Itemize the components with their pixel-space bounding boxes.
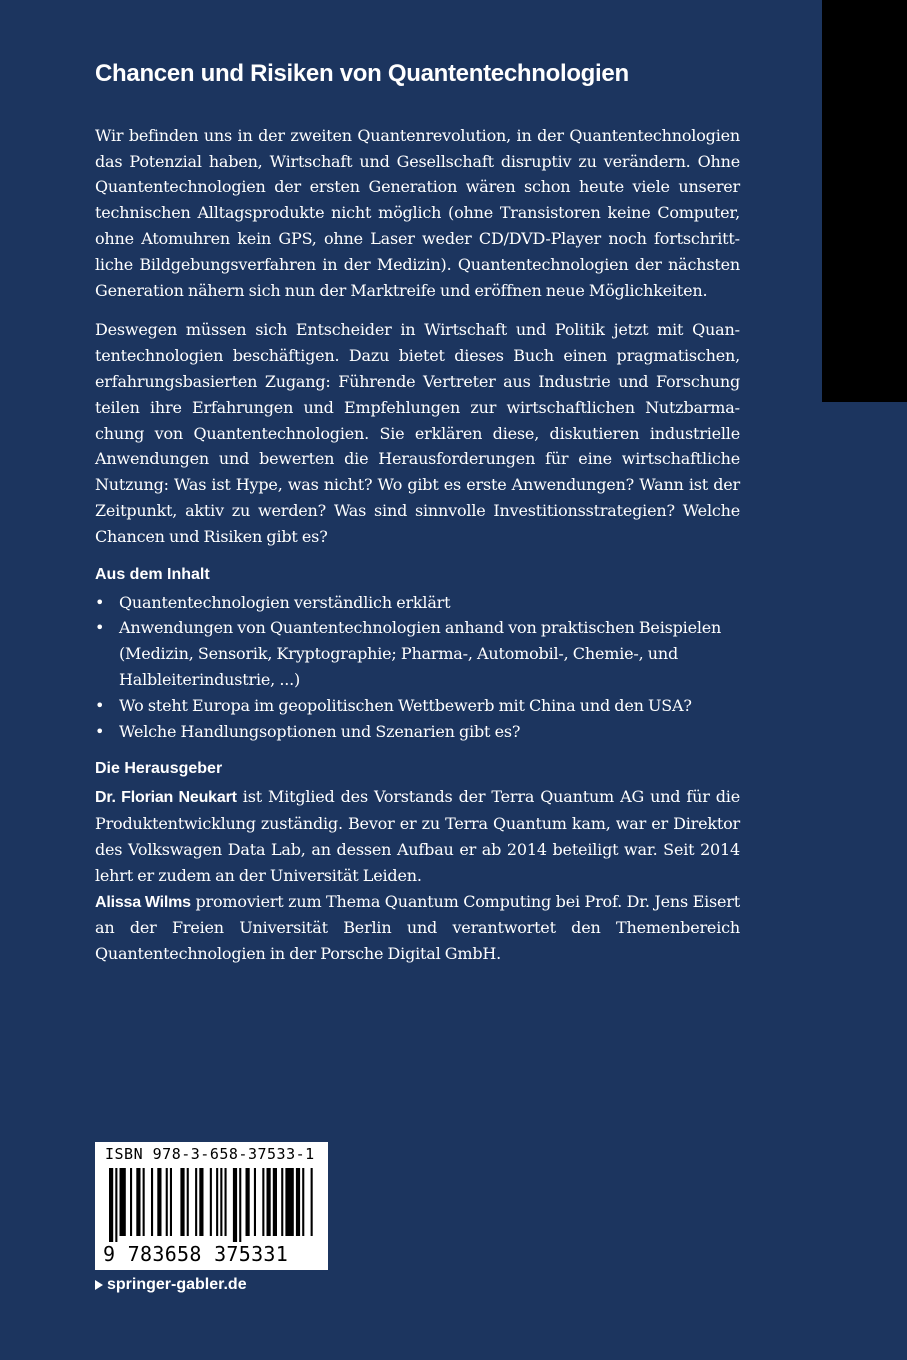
intro-paragraph-2: Deswegen müssen sich Entscheider in Wirtschaft und Politik jetzt mit Quantentechnologien beschäftigen. Dazu bietet dieses Buch einen pragmatischen, erfahrungsbasierten Zugang: Führende Vertreter aus Industrie und Forschung teilen ihre Erfahrungen und Empfehlungen zur wirtschaftlichen Nutzbarmachung von Quantentechnologien. Sie erklären diese, diskutieren industrielle Anwendungen und bewerten die Herausforderungen für eine wirtschaftliche Nutzung: Was ist Hype, was nicht? Wo gibt es erste Anwendungen? Wann ist der Zeitpunkt, aktiv zu werden? Was sind sinnvolle Investitionsstrategien? Welche Chancen und Risiken gibt es?: [95, 320, 740, 546]
list-item: • Anwendungen von Quantentechnologien anhand von praktischen Beispielen (Medizin, Sensorik, Kryptographie; Pharma-, Automobil-, Chemie-, und Halbleiterindustrie, ...): [95, 615, 740, 692]
barcode-bar: [136, 1168, 140, 1236]
barcode-bar: [120, 1168, 126, 1236]
corner-black-block: [822, 0, 907, 402]
barcode-bar: [302, 1168, 304, 1236]
barcode-bar: [220, 1168, 222, 1236]
contents-list: [95, 590, 740, 745]
editor-name: Alissa Wilms: [95, 893, 191, 911]
isbn-label: ISBN 978-3-658-37533-1: [105, 1145, 315, 1163]
isbn-barcode: [95, 1142, 328, 1270]
barcode-bar: [254, 1168, 256, 1236]
barcode-bar: [246, 1168, 250, 1236]
barcode-bar: [273, 1168, 277, 1236]
list-item: • Quantentechnologien verständlich erklärt: [95, 590, 740, 616]
barcode-bar: [143, 1168, 145, 1236]
barcode-bar: [267, 1168, 271, 1236]
list-item: • Wo steht Europa im geopolitischen Wettbewerb mit China und den USA?: [95, 693, 740, 719]
editor-bio-1: [95, 784, 740, 888]
barcode-bar: [115, 1168, 117, 1242]
barcode-bar: [210, 1168, 212, 1236]
editor-bio-text: promoviert zum Thema Quantum Computing bei Prof. Dr. Jens Eisert an der Freien Universität Berlin und verantwortet den Themenbereich Quantentechnologien in der Porsche Digital GmbH.: [95, 891, 740, 964]
barcode-bar: [195, 1168, 197, 1236]
editor-name: Dr. Florian Neukart: [95, 789, 237, 807]
barcode-bar: [233, 1168, 237, 1242]
barcode-bar: [311, 1168, 313, 1236]
intro-paragraph-1: Wir befinden uns in der zweiten Quantenrevolution, in der Quantentechnologien das Potenzial haben, Wirtschaft und Gesellschaft disruptiv zu verändern. Ohne Quantentechnologien der ersten Generation wären schon heute viele unserer technischen Alltagsprodukte nicht möglich (ohne Transistoren keine Computer, ohne Atomuhren kein GPS, ohne Laser weder CD/DVD-Player noch fortschrittliche Bildgebungsverfahren in der Medizin). Quantentechnologien der nächsten Generation nähern sich nun der Marktreife und eröffnen neue Möglichkeiten.: [95, 125, 740, 300]
barcode-bar: [170, 1168, 172, 1236]
barcode-bar: [296, 1168, 300, 1236]
barcode-bar: [262, 1168, 264, 1236]
barcode-bar: [151, 1168, 153, 1236]
barcode-bar: [187, 1168, 189, 1236]
editor-bio-2: [95, 889, 740, 967]
barcode-bar: [130, 1168, 132, 1236]
publisher-link[interactable]: [95, 1276, 247, 1294]
barcode-bars: [105, 1168, 317, 1242]
book-title: Chancen und Risiken von Quantentechnologien: [95, 60, 629, 87]
barcode-bar: [157, 1168, 161, 1236]
editor-bio-text: ist Mitglied des Vorstands der Terra Quantum AG und für die Produktentwicklung zuständig. Bevor er zu Terra Quantum kam, war er Direktor des Volkswagen Data Lab, an dessen Aufbau er ab 2014 beteiligt war. Seit 2014 lehrt er zudem an der Universität Leiden.: [95, 787, 740, 885]
barcode-digits: 9 783658 375331: [103, 1242, 289, 1266]
back-cover-content: [95, 60, 740, 967]
list-item: • Welche Handlungsoptionen und Szenarien gibt es?: [95, 719, 740, 745]
editors-heading: Die Herausgeber: [95, 760, 223, 778]
publisher-url: springer-gabler.de: [107, 1276, 247, 1293]
barcode-bar: [285, 1168, 293, 1236]
barcode-bar: [199, 1168, 203, 1236]
barcode-bar: [225, 1168, 227, 1236]
barcode-bar: [109, 1168, 113, 1242]
barcode-bar: [281, 1168, 283, 1236]
contents-heading: Aus dem Inhalt: [95, 565, 210, 583]
barcode-bar: [239, 1168, 241, 1242]
barcode-bar: [216, 1168, 218, 1236]
barcode-bar: [166, 1168, 168, 1236]
barcode-bar: [180, 1168, 184, 1236]
arrow-right-icon: [95, 1280, 103, 1290]
